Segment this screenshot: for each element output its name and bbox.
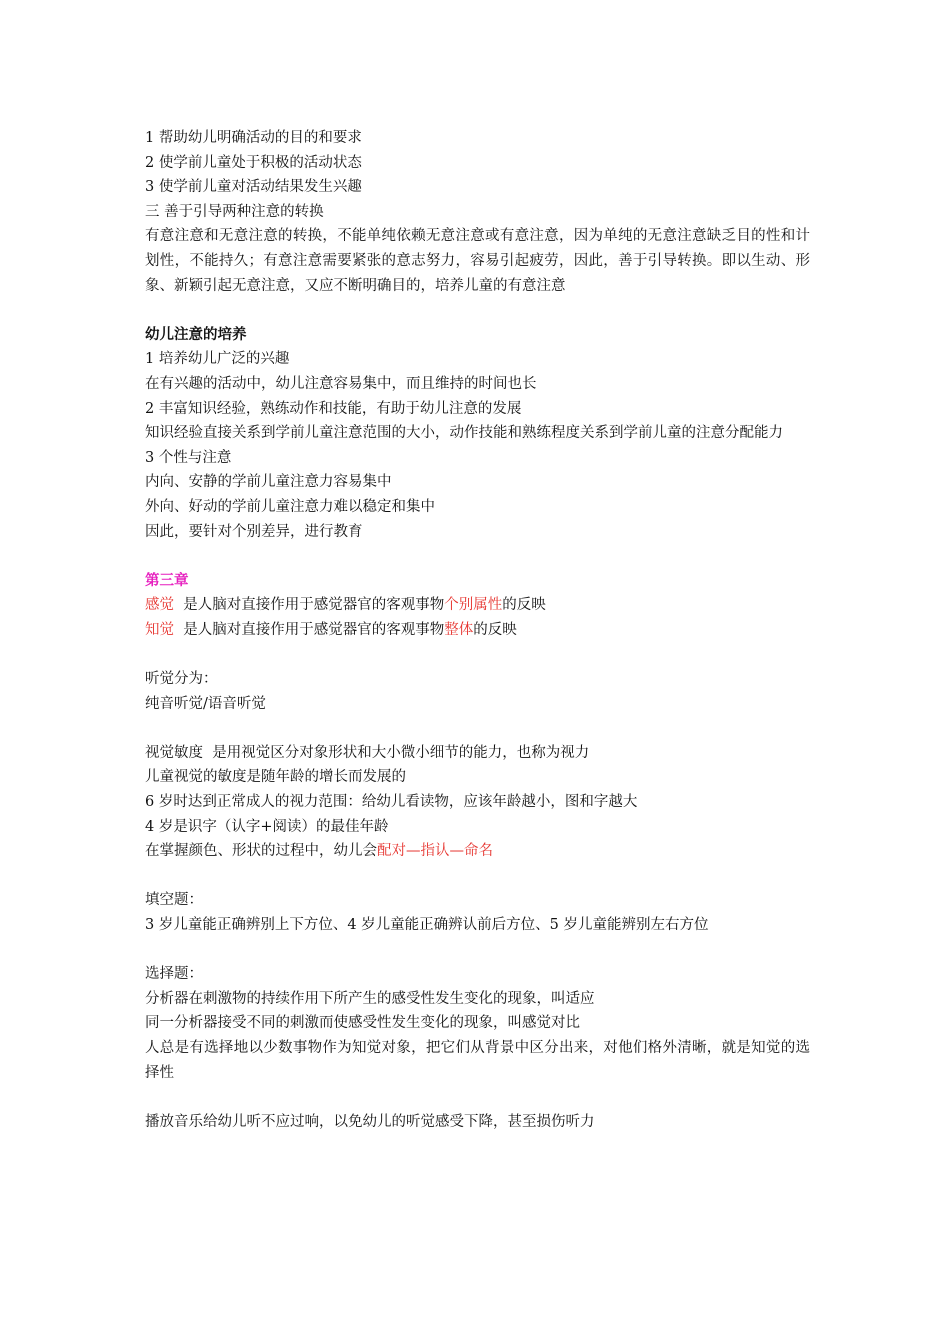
color-shape-text: 在掌握颜色、形状的过程中，幼儿会 <box>145 843 377 860</box>
fill-blank-label: 填空题： <box>145 892 203 909</box>
hearing-label: 听觉分为： <box>145 671 218 688</box>
cultivation-item-3-line-3: 因此，要针对个别差异，进行教育 <box>145 523 363 540</box>
spacer <box>145 716 810 741</box>
attention-item-3: 3 使学前儿童对活动结果发生兴趣 <box>145 179 362 196</box>
perception-highlight: 整体 <box>444 621 474 638</box>
cultivation-item-1: 1 培养幼儿广泛的兴趣 <box>145 351 290 368</box>
perception-definition <box>145 618 810 643</box>
vision-line-2: 儿童视觉的敏度是随年龄的增长而发展的 <box>145 769 406 786</box>
attention-item-2: 2 使学前儿童处于积极的活动状态 <box>145 154 362 171</box>
fill-blank-text: 3 岁儿童能正确辨别上下方位、4 岁儿童能正确辨认前后方位、5 岁儿童能辨别左右方位 <box>145 917 709 933</box>
color-shape-highlight: 配对—指认—命名 <box>377 843 493 860</box>
sensation-highlight: 个别属性 <box>444 597 503 614</box>
attention-item-1: 1 帮助幼儿明确活动的目的和要求 <box>145 130 362 146</box>
attention-conversion-paragraph: 有意注意和无意注意的转换，不能单纯依赖无意注意或有意注意，因为单纯的无意注意缺乏目的性和计划性，不能持久；有意注意需要紧张的意志努力，容易引起疲劳，因此，善于引导转换。即以生动、形象、新颖引起无意注意，又应不断明确目的，培养儿童的有意注意 <box>145 228 810 294</box>
cultivation-item-3: 3 个性与注意 <box>145 449 232 466</box>
choice-line-2: 同一分析器接受不同的刺激而使感受性发生变化的现象，叫感觉对比 <box>145 1015 580 1032</box>
spacer <box>145 544 810 569</box>
attention-heading-3: 三 善于引导两种注意的转换 <box>145 203 324 220</box>
sensation-text-end: 的反映 <box>502 597 546 614</box>
cultivation-item-2: 2 丰富知识经验，熟练动作和技能，有助于幼儿注意的发展 <box>145 400 522 417</box>
choice-line-1: 分析器在刺激物的持续作用下所产生的感受性发生变化的现象，叫适应 <box>145 990 595 1007</box>
sensation-definition <box>145 593 810 618</box>
sensation-text: 是人脑对直接作用于感觉器官的客观事物 <box>174 597 445 614</box>
color-shape-line <box>145 839 810 864</box>
choice-label: 选择题： <box>145 966 203 983</box>
spacer <box>145 864 810 889</box>
vision-line-3: 6 岁时达到正常成人的视力范围：给幼儿看读物，应该年龄越小，图和字越大 <box>145 794 638 811</box>
hearing-types: 纯音听觉/语音听觉 <box>145 695 266 712</box>
cultivation-item-3-line-1: 内向、安静的学前儿童注意力容易集中 <box>145 474 392 491</box>
choice-paragraph: 人总是有选择地以少数事物作为知觉对象，把它们从背景中区分出来，对他们格外清晰，就是知觉的选择性 <box>145 1039 810 1081</box>
sensation-term: 感觉 <box>145 597 174 614</box>
spacer <box>145 1085 810 1110</box>
spacer <box>145 642 810 667</box>
music-note: 播放音乐给幼儿听不应过响，以免幼儿的听觉感受下降，甚至损伤听力 <box>145 1113 595 1130</box>
perception-text-end: 的反映 <box>473 621 517 638</box>
cultivation-item-3-line-2: 外向、好动的学前儿童注意力难以稳定和集中 <box>145 498 435 515</box>
vision-line-1: 视觉敏度 是用视觉区分对象形状和大小微小细节的能力，也称为视力 <box>145 744 590 761</box>
spacer <box>145 298 810 323</box>
cultivation-title: 幼儿注意的培养 <box>145 325 247 343</box>
chapter-title: 第三章 <box>145 571 189 589</box>
cultivation-item-2-text: 知识经验直接关系到学前儿童注意范围的大小，动作技能和熟练程度关系到学前儿童的注意分配能力 <box>145 425 783 442</box>
perception-text: 是人脑对直接作用于感觉器官的客观事物 <box>174 621 445 638</box>
perception-term: 知觉 <box>145 621 174 638</box>
spacer <box>145 938 810 963</box>
document-page <box>145 126 810 1134</box>
vision-line-4: 4 岁是识字（认字+阅读）的最佳年龄 <box>145 818 389 835</box>
cultivation-item-1-text: 在有兴趣的活动中，幼儿注意容易集中，而且维持的时间也长 <box>145 375 537 392</box>
